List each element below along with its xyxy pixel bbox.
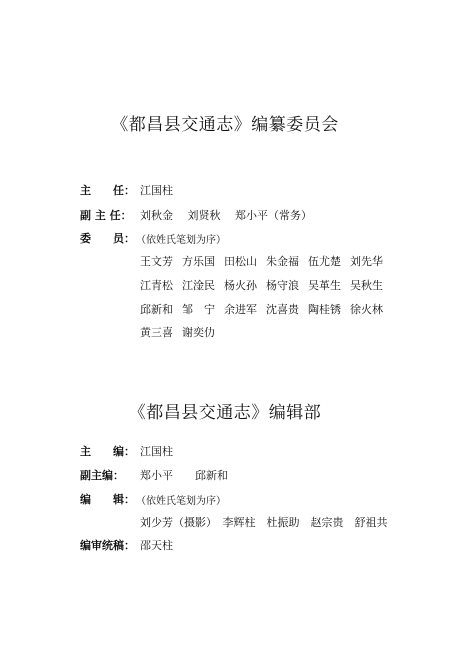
member-name: 邱新和 [140,303,173,316]
member-name: 杨守浪 [266,279,299,292]
member-name: 田松山 [224,255,257,268]
member-name: 刘先华 [350,255,383,268]
member-name: 江淦民 [182,279,215,292]
director-name: 江国柱 [140,184,173,197]
member-name: 吴秋生 [350,279,383,292]
member-name: 徐火林 [350,303,383,316]
member-name: 谢奕仂 [182,326,215,339]
editors-order-note: （依姓氏笔划为序） [136,496,226,507]
reviewer-name: 邵天柱 [140,539,173,552]
deputy-chief-editor-names: 郑小平 邱新和 [140,469,228,482]
deputy-chief-editor-label: 副主编： [80,469,124,482]
members-label: 委 员： [80,232,135,245]
member-name: 余进军 [224,303,257,316]
member-name: 黄三喜 [140,326,173,339]
editorial-title: 《都昌县交通志》编辑部 [128,403,322,423]
deputy-director-names: 刘秋金 刘贤秋 郑小平（常务） [140,209,312,222]
member-name: 杨火孙 [224,279,257,292]
editors-label: 编 辑： [80,493,135,506]
chief-editor-name: 江国柱 [140,445,173,458]
chief-editor-label: 主 编： [80,445,135,458]
deputy-director-label: 副 主 任： [80,209,132,222]
members-order-note: （依姓氏笔划为序） [136,235,226,246]
member-name: 邹 宁 [182,303,215,316]
editors-names: 刘少芳（摄影） 李辉柱 杜振助 赵宗贵 舒祖共 [140,516,388,529]
member-name: 陶桂锈 [308,303,341,316]
member-name: 吴革生 [308,279,341,292]
member-name: 王文芳 [140,255,173,268]
member-name: 江青松 [140,279,173,292]
director-label: 主 任： [80,184,135,197]
member-name: 方乐国 [182,255,215,268]
reviewer-label: 编审统稿： [80,539,135,552]
member-name: 伍尤楚 [308,255,341,268]
member-name: 朱金福 [266,255,299,268]
committee-title: 《都昌县交通志》编纂委员会 [111,115,339,135]
member-name: 沈喜贵 [266,303,299,316]
